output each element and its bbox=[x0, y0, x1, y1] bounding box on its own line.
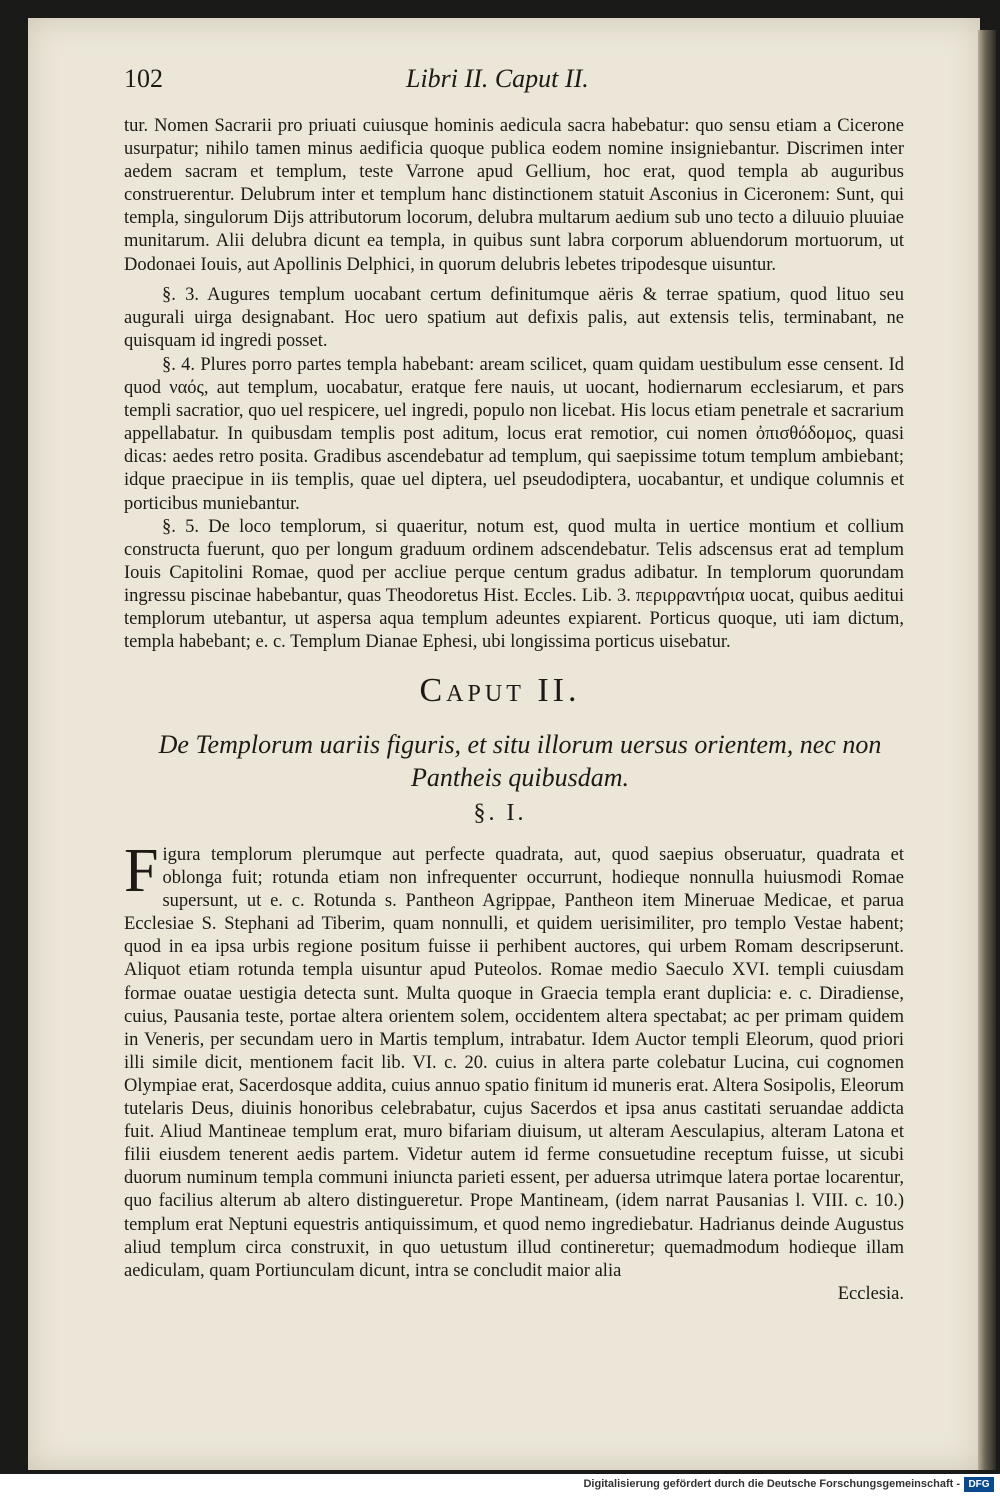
paragraph-section-4: §. 4. Plures porro partes templa habebant: aream scilicet, quam quidam uestibulum esse censent. Id quod ναός, aut templum, uocabatur, eratque fere nauis, ut uocant, hodiernarum ecclesiarum, et pars templi sacratior, quo uel respicere, uel ingredi, populo non licebat. His locus etiam penetrale et sacrarium appellabatur. In quibusdam templis post aditum, locus erat remotior, cui nomen ὀπισθόδομος, quasi dicas: aedes retro posita. Gradibus ascendebatur ad templum, qui saepissime totum templum ambiebant; idque praecipue in iis templis, quae uel diptera, uel pseudodiptera, uocabantur, et undique columnis et porticibus muniebantur. bbox=[124, 355, 904, 514]
chapter-heading: Caput II. bbox=[419, 672, 581, 709]
catchword: Ecclesia. bbox=[837, 1283, 904, 1304]
drop-cap: F bbox=[124, 837, 159, 905]
paragraph-section-5: §. 5. De loco templorum, si quaeritur, notum est, quod multa in uertice montium et collium constructa fuerunt, quo per longum graduum ordinem adscendebatur. Telis adscensus erat ad templum Iouis Capitolini Romae, quod per accliue perque centum gradus adibatur. In templorum quorundam ingressu piscinae habebantur, quas Theodoretus Hist. Eccles. Lib. 3. περιρραντήρια uocat, quibus aeditui templorum utebantur, ut aspersa aqua templum adeuntes expiarent. Porticus quoque, uti iam dictum, templa habebant; e. c. Templum Dianae Ephesi, ubi longissima porticus uisebatur. bbox=[124, 517, 904, 653]
book-edge bbox=[978, 30, 996, 1470]
paragraph-main-text: igura templorum plerumque aut perfecte quadrata, aut, quod saepius obseruatur, quadrata et oblonga fuit; rotunda etiam non infrequenter occurrunt, hodieque nonnulla huiusmodi Romae supersunt, ut e. c. Rotunda s. Pantheon Agrippae, Pantheon item Mineruae Medicae, et parua Ecclesiae S. Stephani ad Tiberim, quam nonnulli, et quidem uerisimiliter, pro templo Vestae habent; quod in ea ipsa urbis regione positum fuisse ii perhibent auctores, qui urbem Romam descripserunt. Aliquot etiam rotunda templa uisuntur apud Puteolos. Romae medio Saeculo XVI. templi cuiusdam formae ouatae uestigia detecta sunt. Multa quoque in Graecia templa erant duplicia: e. c. Diradiense, cuius, Pausania teste, portae altera orientem solem, occidentem altera spectabat; ac per primam quidem in Veneris, per secundam uero in Martis templum, intrabatur. Idem Auctor templi Eleorum, quod priori illi simile dicit, mentionem facit lib. VI. c. 20. cuius in altera parte colebatur Lucina, cui cognomen Olympiae erat, Sacerdosque addita, cuius annuo spatio finitum id muneris erat. Altera Sosipolis, Eleorum tutelaris Deus, diuinis honoribus celebrabatur, cujus Sacerdos et ipsa anus castitati seruandae addicta fuit. Aliud Mantineae templum erat, muro bifariam diuisum, ut alteram Aesculapius, alteram Latona et filii eiusdem tenerent aedis partem. Videtur autem id ferme consuetudine receptum fuisse, ut sicubi duorum numinum templa communi iniuncta parieti essent, per aduersa utrimque latera portae locarentur, quo facilius alterum ab altero distingueretur. Prope Mantineam, (idem narrat Pausanias l. VIII. c. 10.) templum erat Neptuni equestris antiquissimum, et quod nemo ingrediebatur. Hadrianus deinde Augustus aliud templum circa construxit, in quo uetustum illud contineretur; quemadmodum hodieque illam aediculam, quam Portiunculam dicunt, intra se concludit maior alia bbox=[124, 845, 904, 1281]
page-number: 102 bbox=[124, 64, 163, 93]
running-header bbox=[124, 64, 904, 104]
paragraph-continued: tur. Nomen Sacrarii pro priuati cuiusque hominis aedicula sacra habebatur: quo sensu etiam a Cicerone usurpatur; nihilo tamen minus aedificia quoque publica eodem nomine insigniebantur. Discrimen inter aedem sacram et templum, teste Varrone apud Gellium, hoc erat, quod templa ab auguribus construerentur. Delubrum inter et templum hanc distinctionem statuit Asconius in Ciceronem: Sunt, qui templa, singulorum Dijs attributorum locorum, delubra multarum aedium sub uno tecto a diluuio pluuiae munitarum. Alii delubra dicunt ea templa, in quibus sunt labra corporum abluendorum mortuorum, ut Dodonaei Iouis, aut Apollinis Delphici, in quorum delubris lebetes tripodesque uisuntur. bbox=[124, 116, 904, 275]
dfg-logo: DFG bbox=[964, 1477, 994, 1492]
running-title: Libri II. Caput II. bbox=[406, 64, 589, 93]
paragraph-section-3: §. 3. Augures templum uocabant certum definitumque aëris & terrae spatium, quod lituo seu augurali uirga designabant. Hoc uero spatium aut defixis palis, aut extensis telis, terminabant, ne quisquam id ingredi posset. bbox=[124, 285, 904, 352]
chapter-subtitle: De Templorum uariis figuris, et situ illorum uersus orientem, nec non Pantheis quibusdam. bbox=[158, 730, 882, 792]
section-heading: §. I. bbox=[473, 800, 527, 826]
paragraph-main bbox=[124, 837, 904, 1306]
footer-credit: Digitalisierung gefördert durch die Deutsche Forschungsgemeinschaft - bbox=[583, 1478, 960, 1490]
footer-bar bbox=[0, 1474, 1000, 1497]
